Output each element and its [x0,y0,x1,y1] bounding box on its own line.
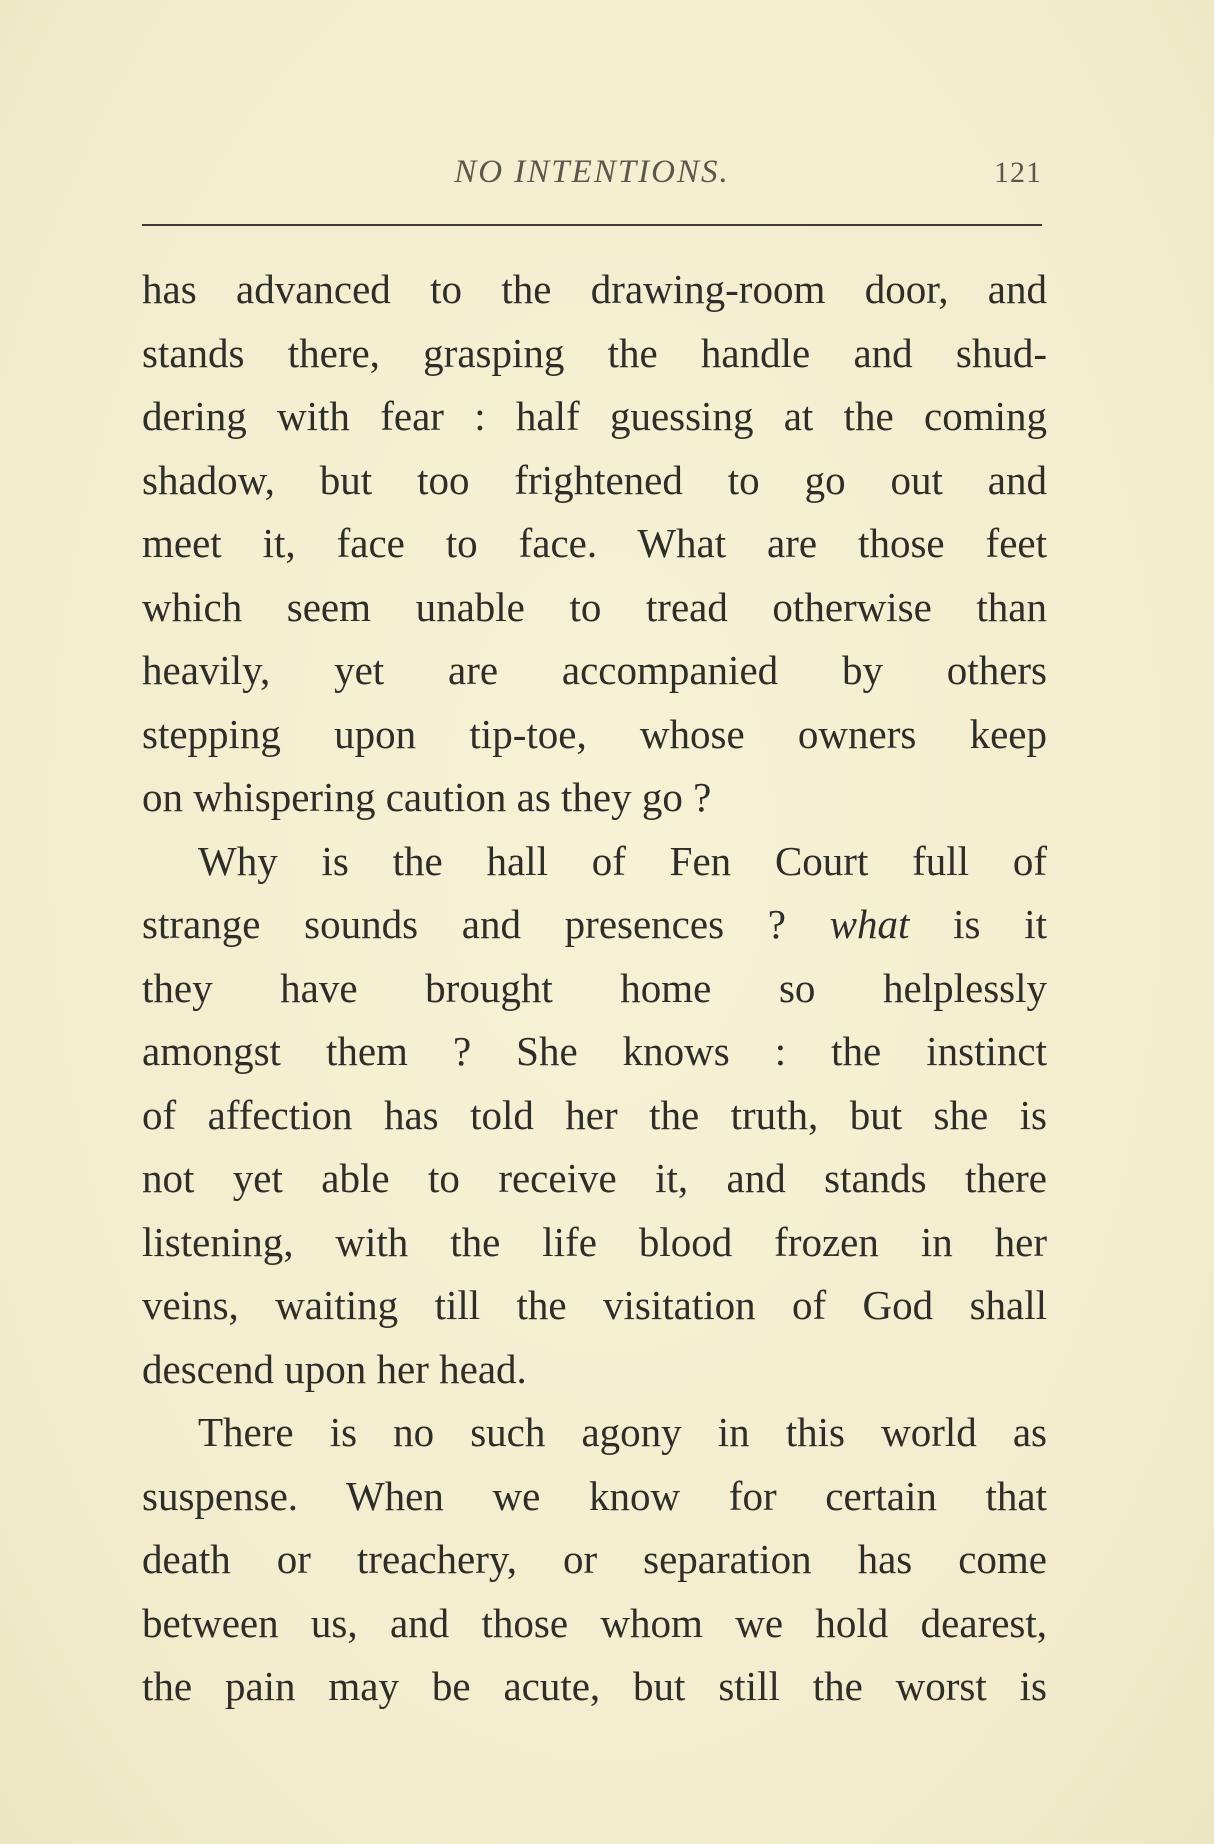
text-line: has advanced to the drawing-room door, and [142,266,1047,312]
text-line: which seem unable to tread otherwise than [142,583,1047,630]
text-line: of affection has told her the truth, but she is [142,1091,1047,1138]
text-line: amongst them ? She knows : the instinct [142,1028,1047,1074]
text-line: on whispering caution as they go ? [142,774,712,820]
header-rule [142,224,1042,226]
text-line: descend upon her head. [142,1345,527,1392]
text-line: dering with fear : half guessing at the coming [142,393,1047,439]
text-line: shadow, but too frightened to go out and [142,456,1047,503]
text-line: There is no such agony in this world as [198,1409,1047,1455]
text-line: not yet able to receive it, and stands there [142,1155,1047,1201]
text-line: meet it, face to face. What are those feet [142,520,1047,566]
text-line: veins, waiting till the visitation of God shall [142,1282,1047,1328]
page-number: 121 [994,156,1042,189]
paragraph-1 [142,258,1047,830]
text-line: listening, with the life blood frozen in her [142,1218,1047,1265]
text-fragment: strange sounds and presences ? [142,901,830,947]
text-line: heavily, yet are accompanied by others [142,647,1047,693]
text-fragment: is it [909,901,1047,947]
text-line: death or treachery, or separation has come [142,1536,1047,1582]
text-line: between us, and those whom we hold dearest, [142,1599,1047,1646]
paragraph-3 [142,1401,1047,1719]
text-line: stepping upon tip-toe, whose owners keep [142,710,1047,757]
text-line: the pain may be acute, but still the worst is [142,1663,1047,1709]
running-title: NO INTENTIONS. [454,154,730,190]
text-line: suspense. When we know for certain that [142,1472,1047,1519]
text-line: stands there, grasping the handle and shud- [142,329,1047,376]
body-text [142,258,1047,1719]
page-header [142,150,1042,198]
paragraph-2 [142,830,1047,1402]
text-line-with-italic [142,893,1047,957]
italic-word: what [829,901,910,947]
text-line: they have brought home so helplessly [142,964,1047,1011]
text-line: Why is the hall of Fen Court full of [198,837,1047,884]
